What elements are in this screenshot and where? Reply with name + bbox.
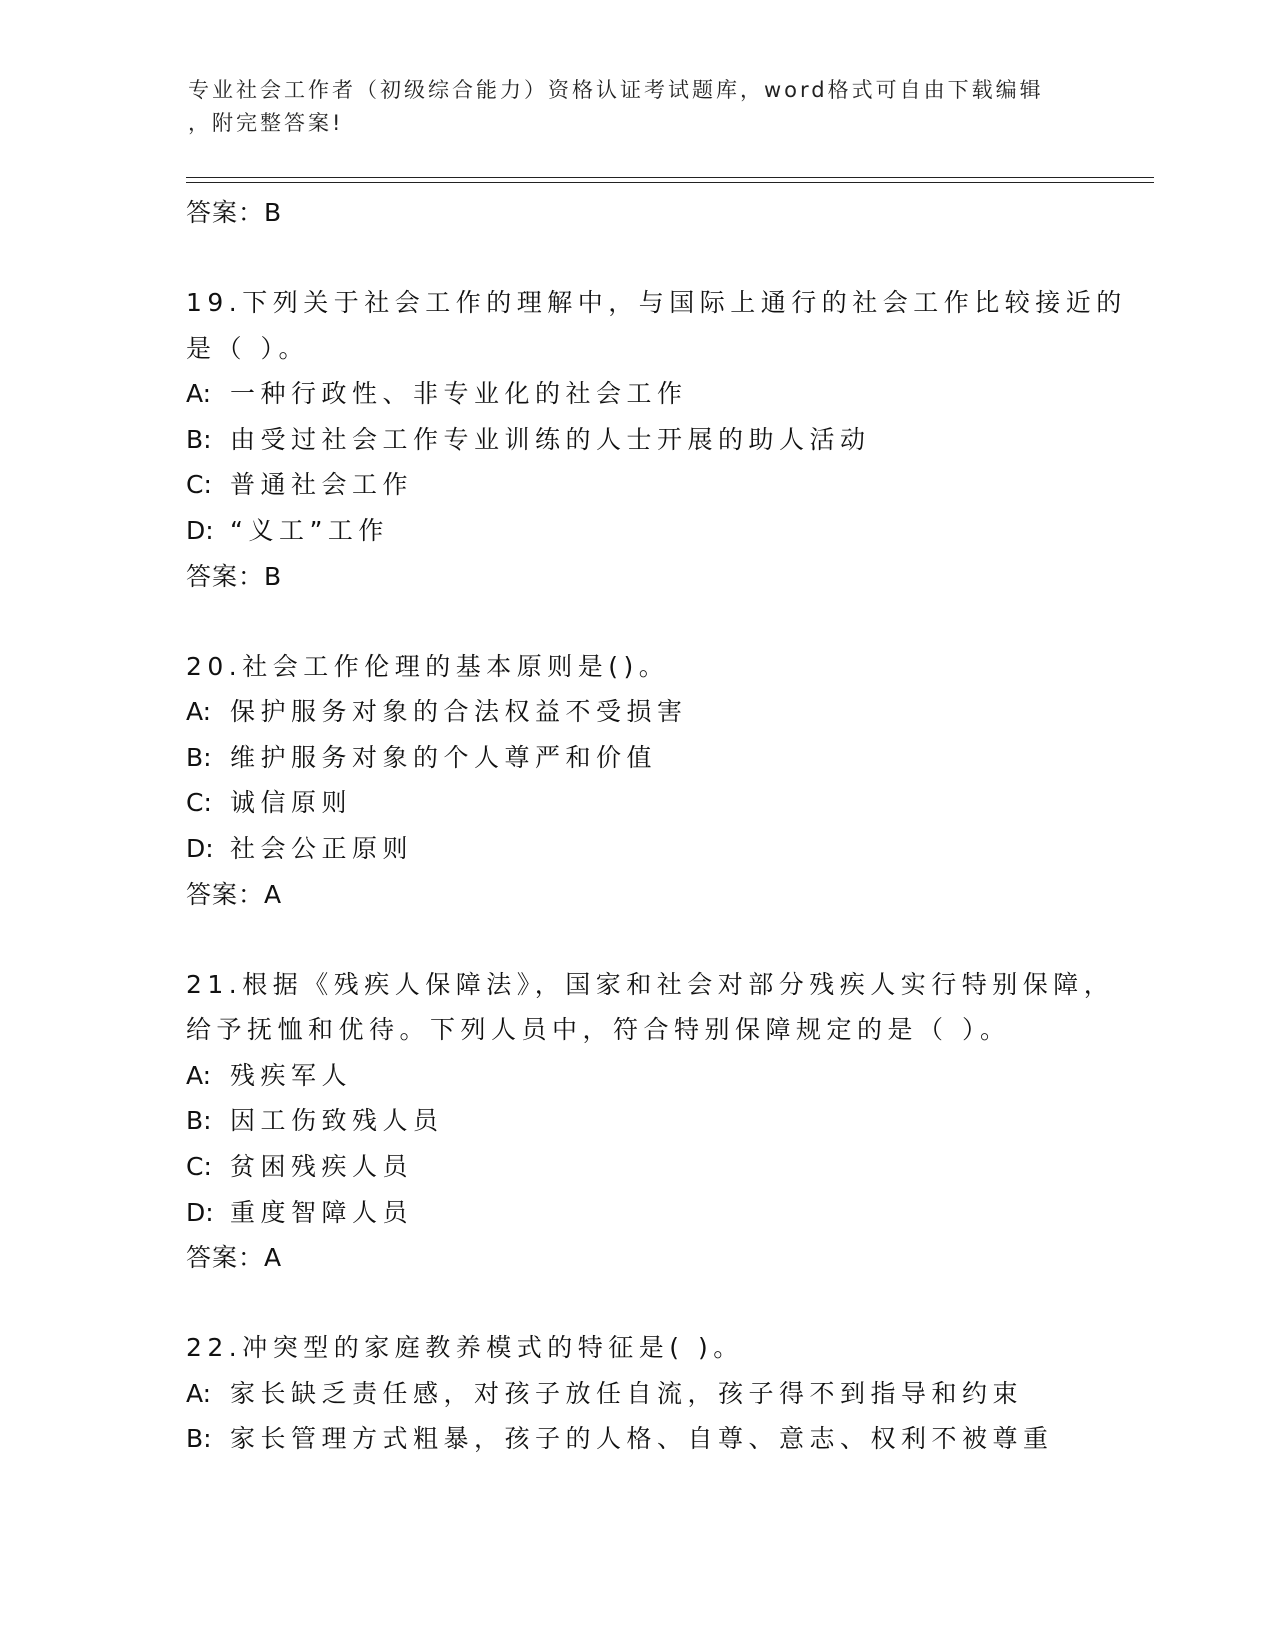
option-row (186, 826, 1146, 872)
answer-line: 答案：B (186, 561, 283, 591)
option-row (186, 417, 1146, 463)
option-text: 由受过社会工作专业训练的人士开展的助人活动 (230, 424, 871, 454)
option-row (186, 1098, 1146, 1144)
option-letter: C: (186, 1151, 212, 1181)
answer-line: 答案：A (186, 879, 283, 909)
question-stem: 是（ ）。 (186, 333, 309, 363)
question-stem: 21.根据《残疾人保障法》，国家和社会对部分残疾人实行特别保障， (186, 969, 1115, 999)
option-letter: B: (186, 424, 212, 454)
header-line-1: 专业社会工作者（初级综合能力）资格认证考试题库，word格式可自由下载编辑 (188, 78, 1044, 102)
option-text: 保护服务对象的合法权益不受损害 (230, 697, 688, 727)
option-text: 家长缺乏责任感，对孩子放任自流，孩子得不到指导和约束 (230, 1378, 1024, 1408)
option-text: 诚信原则 (230, 788, 353, 818)
option-row (186, 1416, 1146, 1462)
question-gap (186, 600, 1146, 644)
question-list (186, 190, 1146, 1462)
option-letter: D: (186, 833, 214, 863)
option-row (186, 780, 1146, 826)
option-text: 残疾军人 (230, 1060, 353, 1090)
option-row (186, 1053, 1146, 1099)
option-text: 因工伤致残人员 (230, 1106, 444, 1136)
option-letter: C: (186, 788, 212, 818)
option-row (186, 1144, 1146, 1190)
option-row (186, 735, 1146, 781)
option-letter: D: (186, 515, 214, 545)
option-letter: A: (186, 379, 212, 409)
option-letter: A: (186, 697, 212, 727)
header-line-2: ，附完整答案! (188, 111, 344, 135)
option-text: 贫困残疾人员 (230, 1151, 414, 1181)
document-header (188, 74, 1088, 140)
option-row (186, 462, 1146, 508)
answer-line: 答案：A (186, 1243, 283, 1273)
option-text: “义工”工作 (230, 515, 389, 545)
option-row (186, 1190, 1146, 1236)
option-text: 社会公正原则 (230, 833, 414, 863)
option-text: 家长管理方式粗暴，孩子的人格、自尊、意志、权利不被尊重 (230, 1424, 1054, 1454)
option-letter: A: (186, 1060, 212, 1090)
option-letter: B: (186, 1424, 212, 1454)
option-text: 普通社会工作 (230, 470, 414, 500)
question-block (186, 1325, 1146, 1462)
questions-container (186, 236, 1146, 1462)
question-gap (186, 1281, 1146, 1325)
option-letter: D: (186, 1197, 214, 1227)
question-block (186, 280, 1146, 600)
option-row (186, 1371, 1146, 1417)
question-stem: 20.社会工作伦理的基本原则是()。 (186, 651, 670, 681)
question-gap (186, 918, 1146, 962)
header-rule-bottom (186, 182, 1154, 183)
option-text: 维护服务对象的个人尊严和价值 (230, 742, 658, 772)
option-row (186, 508, 1146, 554)
header-rule-top (186, 177, 1154, 178)
option-letter: B: (186, 742, 212, 772)
option-row (186, 689, 1146, 735)
option-row (186, 371, 1146, 417)
question-block (186, 962, 1146, 1282)
question-stem: 22.冲突型的家庭教养模式的特征是( )。 (186, 1333, 744, 1363)
option-text: 一种行政性、非专业化的社会工作 (230, 379, 688, 409)
question-stem: 给予抚恤和优待。下列人员中，符合特别保障规定的是（ ）。 (186, 1015, 1011, 1045)
option-letter: B: (186, 1106, 212, 1136)
option-letter: A: (186, 1378, 212, 1408)
question-block (186, 644, 1146, 918)
question-gap (186, 236, 1146, 280)
option-letter: C: (186, 470, 212, 500)
option-text: 重度智障人员 (230, 1197, 414, 1227)
answer-line: 答案：B (186, 198, 283, 227)
question-stem: 19.下列关于社会工作的理解中，与国际上通行的社会工作比较接近的 (186, 288, 1127, 317)
